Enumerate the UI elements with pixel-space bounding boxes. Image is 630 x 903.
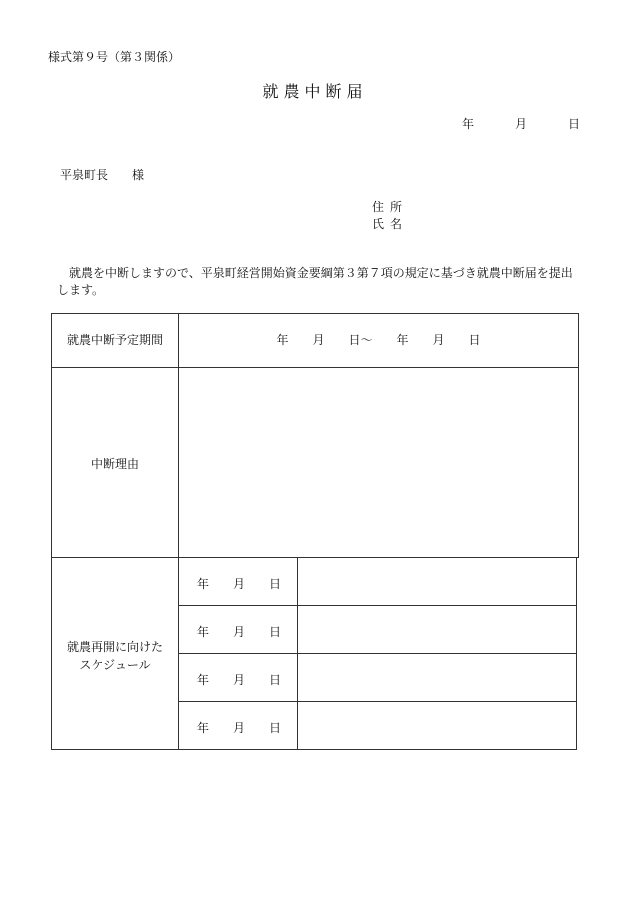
date-day-label: 日 [568, 117, 581, 131]
declaration-text: 就農を中断しますので、平泉町経営開始資金要綱第３第７項の規定に基づき就農中断届を提出します。 [57, 266, 573, 297]
schedule-date-field[interactable]: 年 月 日 [197, 625, 282, 639]
schedule-date-field[interactable]: 年 月 日 [197, 673, 282, 687]
schedule-label-line1: 就農再開に向けた [66, 640, 163, 654]
schedule-content-field[interactable] [298, 558, 576, 605]
date-month-label: 月 [515, 117, 528, 131]
reason-field[interactable] [179, 368, 578, 557]
schedule-label-line2: スケジュール [79, 658, 151, 672]
schedule-content-field[interactable] [298, 606, 576, 653]
table-border-left [51, 313, 52, 750]
schedule-label [52, 638, 178, 674]
period-value-field[interactable]: 年 月 日～ 年 月 日 [276, 333, 481, 347]
table-border-top [51, 313, 579, 314]
document-title: 就農中断届 [262, 82, 368, 101]
schedule-date-field[interactable]: 年 月 日 [197, 577, 282, 591]
schedule-content-field[interactable] [298, 702, 576, 749]
addressee: 平泉町長 様 [60, 168, 145, 182]
reason-label: 中断理由 [90, 457, 139, 471]
table-border-right-lower [576, 557, 577, 750]
submission-date [462, 115, 580, 132]
period-label: 就農中断予定期間 [66, 333, 163, 347]
date-year-label: 年 [462, 117, 475, 131]
schedule-date-field[interactable]: 年 月 日 [197, 721, 282, 735]
address-label: 住所 [372, 200, 409, 214]
schedule-content-field[interactable] [298, 654, 576, 701]
table-border-bottom [51, 749, 577, 750]
form-number: 様式第９号（第３関係） [48, 50, 181, 64]
name-label: 氏名 [372, 217, 409, 231]
table-border-right-upper [578, 313, 579, 558]
